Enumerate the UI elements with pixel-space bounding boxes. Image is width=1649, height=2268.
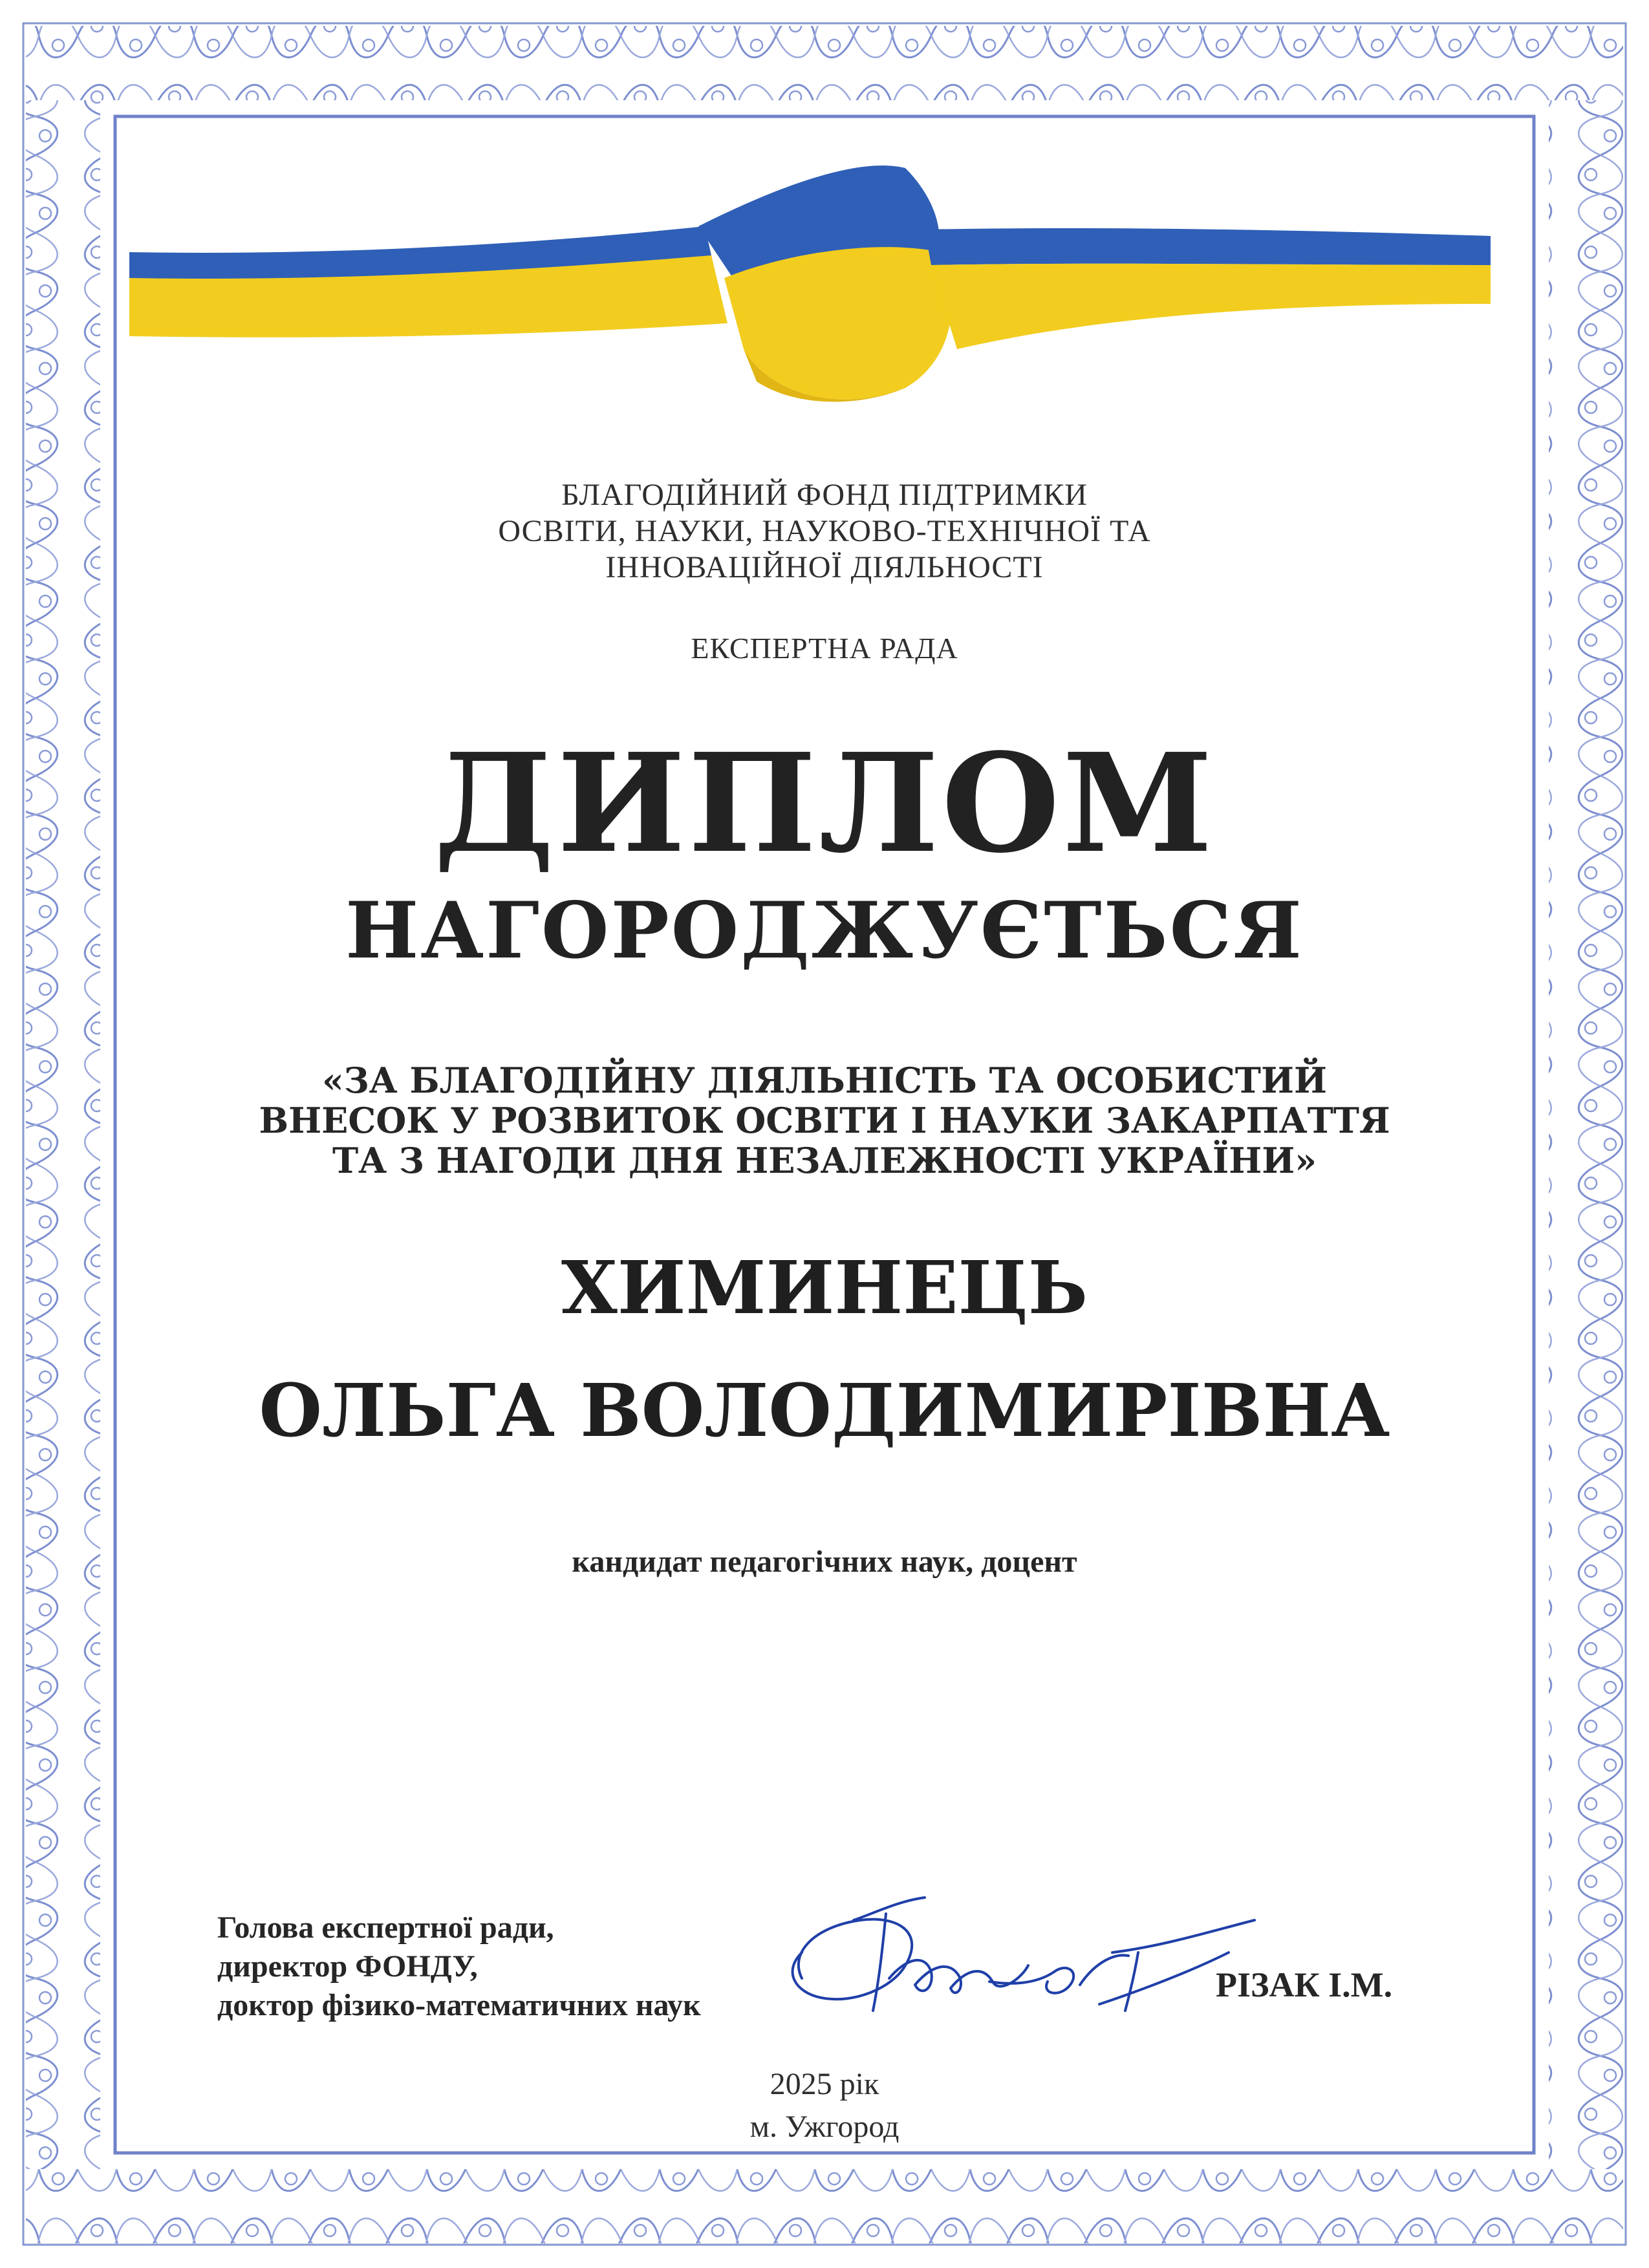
ukraine-flag-ribbon	[0, 0, 1649, 453]
org-line-2: ОСВІТИ, НАУКИ, НАУКОВО-ТЕХНІЧНОЇ ТА	[498, 514, 1151, 548]
organization-name	[0, 477, 1649, 586]
signer-role-line-1: Голова експертної ради,	[217, 1910, 554, 1945]
issue-year: 2025 рік	[770, 2067, 879, 2101]
org-line-3: ІННОВАЦІЙНОЇ ДІЯЛЬНОСТІ	[605, 550, 1044, 584]
signer-role-line-3: доктор фізико-математичних наук	[217, 1988, 701, 2022]
award-reason	[0, 1060, 1649, 1181]
recipient-given-name: ОЛЬГА ВОЛОДИМИРІВНА	[259, 1369, 1390, 1453]
reason-line-3: ТА З НАГОДИ ДНЯ НЕЗАЛЕЖНОСТІ УКРАЇНИ»	[332, 1140, 1317, 1181]
reason-line-1: «ЗА БЛАГОДІЙНУ ДІЯЛЬНІСТЬ ТА ОСОБИСТИЙ	[321, 1060, 1327, 1101]
signer-name: РІЗАК І.М.	[1216, 1965, 1393, 2004]
reason-line-2: ВНЕСОК У РОЗВИТОК ОСВІТИ І НАУКИ ЗАКАРПАТТЯ	[259, 1100, 1390, 1141]
handwritten-signature	[776, 1875, 1267, 2043]
org-line-1: БЛАГОДІЙНИЙ ФОНД ПІДТРИМКИ	[561, 478, 1088, 512]
recipient-degree: кандидат педагогічних наук, доцент	[572, 1545, 1077, 1579]
signer-role-line-2: директор ФОНДУ,	[217, 1949, 478, 1984]
awarded-heading: НАГОРОДЖУЄТЬСЯ	[345, 885, 1304, 976]
recipient-surname: ХИМИНЕЦЬ	[561, 1246, 1088, 1331]
issue-city: м. Ужгород	[749, 2110, 900, 2144]
signer-role	[217, 1909, 701, 2025]
council-name: ЕКСПЕРТНА РАДА	[691, 632, 958, 665]
diploma-title: ДИПЛОМ	[433, 723, 1216, 883]
